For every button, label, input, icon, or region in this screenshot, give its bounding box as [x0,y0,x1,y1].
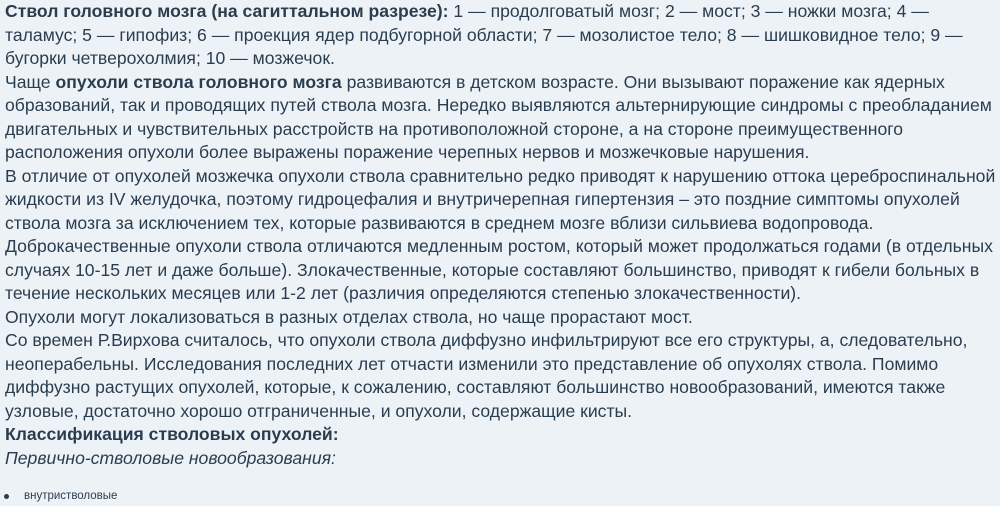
list-item-label: внутристволовые [24,490,118,502]
children-paragraph [5,71,1000,165]
benign-paragraph: Доброкачественные опухоли ствола отличаются медленным ростом, который может продолжаться годами (в отдельных случаях 10-15 лет и даже больше). Злокачественные, которые составляют большинство, приводят к гибели больных в течение нескольких месяцев или 1-2 лет (различия определяются степенью злокачественности). [5,236,993,303]
classification-subheading: Первично-стволовые новообразования: [5,447,336,468]
bullet-dot-icon [4,494,9,499]
intro-paragraph [5,0,1000,71]
children-bold-term: опухоли ствола головного мозга [55,71,342,92]
children-text-before: Чаще [5,71,56,92]
intro-text: 1 — продолговатый мозг; 2 — мост; 3 — ножки мозга; 4 — таламус; 5 — гипофиз; 6 — проекция ядер подбугорной области; 7 — мозолистое тело; 8 — шишковидное тело; 9 — бугорки четверохолмия; 10 — мозжечок. [5,1,963,68]
localize-paragraph: Опухоли могут локализоваться в разных отделах ствола, но чаще прорастают мост. [5,306,693,327]
cerebellum-paragraph: В отличие от опухолей мозжечка опухоли ствола сравнительно редко приводят к нарушению оттока цереброспинальной жидкости из IV желудочка, поэтому гидроцефалия и внутричерепная гипертензия – это поздние симптомы опухолей ствола мозга за исключением тех, которые развиваются в среднем мозге вблизи сильвиева водопровода. [5,165,996,233]
list-item [24,489,117,503]
classification-list [0,489,117,503]
virchow-paragraph: Со времен Р.Вирхова считалось, что опухоли ствола диффузно инфильтрируют все его структуры, а, следовательно, неоперабельны. Исследования последних лет отчасти изменили это представление об опухолях ствола. Помимо диффузно растущих опухолей, которые, к сожалению, составляют большинство новообразований, имеются также узловые, достаточно хорошо отграниченные, и опухоли, содержащие кисты. [5,330,968,421]
classification-heading: Классификация стволовых опухолей: [5,424,339,444]
children-text-after: развиваются в детском возрасте. Они вызывают поражение как ядерных образований, так и проводящих путей ствола мозга. Нередко выявляются альтернирующие синдромы с преобладанием двигательных и чувствительных расстройств на противоположной стороне, а на стороне преимущественного расположения опухоли более выражены поражение черепных нервов и мозжечковые нарушения. [5,71,992,162]
intro-label: Ствол головного мозга (на сагиттальном разрезе): [5,1,449,21]
